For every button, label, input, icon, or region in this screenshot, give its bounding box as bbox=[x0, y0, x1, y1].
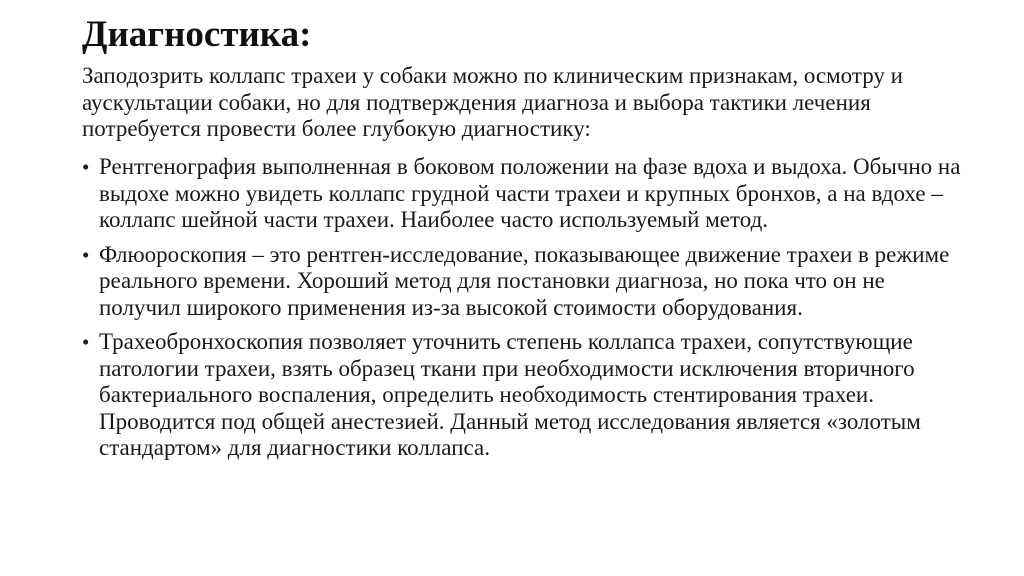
bullet-item-radiography bbox=[82, 154, 962, 234]
bullet-item-fluoroscopy bbox=[82, 242, 962, 322]
bullet-marker: • bbox=[82, 242, 90, 267]
bullet-marker: • bbox=[82, 155, 90, 179]
bullet-text: Трахеобронхоскопия позволяет уточнить степень коллапса трахеи, сопутствующие патологии трахеи, взять образец ткани при необходимости исключения вторичного бактериального воспаления, определить необходимость стентирования трахеи. Проводится под общей анестезией. Данный метод исследования является «золотым стандартом» для диагностики коллапса. bbox=[99, 329, 921, 460]
intro-paragraph: Заподозрить коллапс трахеи у собаки можно по клиническим признакам, осмотру и аускультации собаки, но для подтверждения диагноза и выбора тактики лечения потребуется провести более глубокую диагностику: bbox=[82, 63, 903, 141]
bullet-list bbox=[82, 154, 962, 470]
slide-title: Диагностика: bbox=[82, 14, 312, 55]
bullet-marker: • bbox=[82, 330, 90, 354]
bullet-item-tracheobronchoscopy bbox=[82, 329, 962, 462]
bullet-text: Флюороскопия – это рентген-исследование, показывающее движение трахеи в режиме реального времени. Хороший метод для постановки диагноза, но пока что он не получил широкого применения из-за высокой стоимости оборудования. bbox=[99, 241, 950, 320]
bullet-text: Рентгенография выполненная в боковом положении на фазе вдоха и выдоха. Обычно на выдохе можно увидеть коллапс грудной части трахеи и крупных бронхов, а на вдохе – коллапс шейной части трахеи. Наиболее часто используемый метод. bbox=[99, 154, 961, 232]
